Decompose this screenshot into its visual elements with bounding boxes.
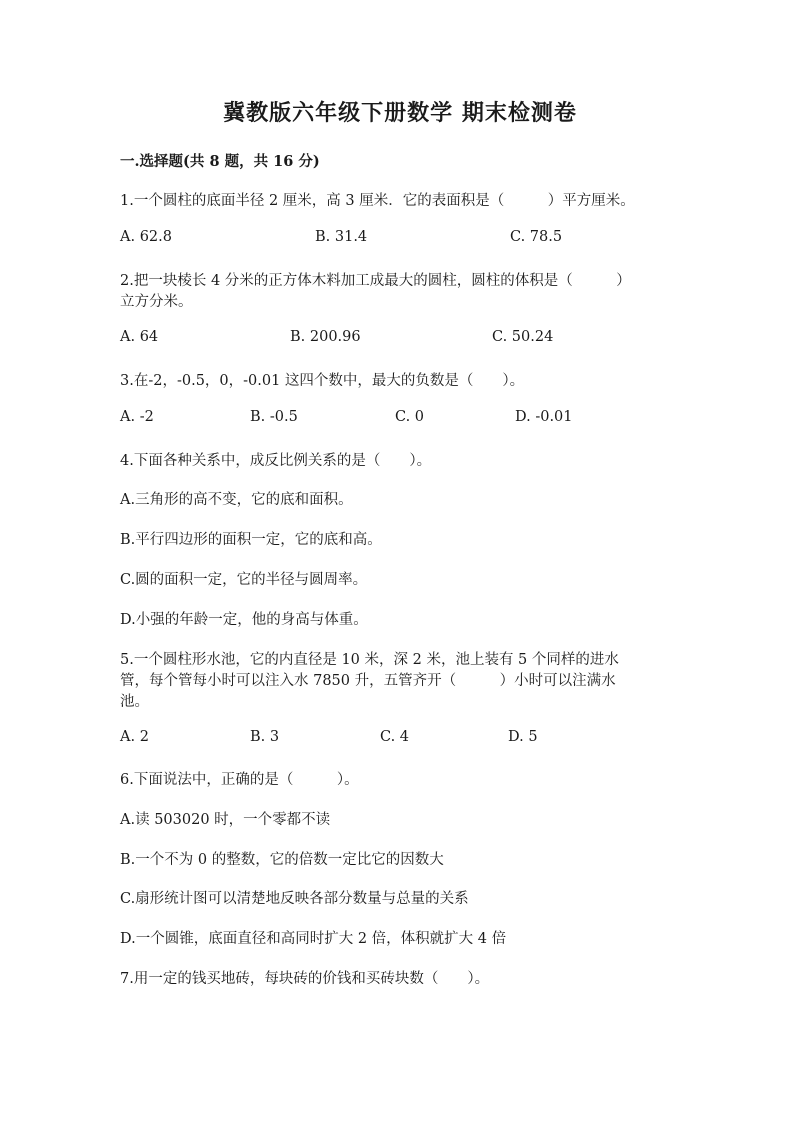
question-2-option-c: C. 50.24: [492, 329, 554, 345]
question-3-text: 3.在-2，-0.5，0，-0.01 这四个数中，最大的负数是（ ）。: [120, 373, 525, 389]
question-4-option-a: A.三角形的高不变，它的底和面积。: [120, 492, 353, 508]
question-5-option-d: D. 5: [508, 729, 538, 745]
question-5-option-c: C. 4: [380, 729, 410, 745]
question-6-option-d: D.一个圆锥，底面直径和高同时扩大 2 倍，体积就扩大 4 倍: [120, 931, 507, 947]
question-2-text: 2.把一块棱长 4 分米的正方体木料加工成最大的圆柱，圆柱的体积是（ ）: [120, 273, 631, 289]
question-6-option-b: B.一个不为 0 的整数，它的倍数一定比它的因数大: [120, 852, 444, 868]
question-2-option-a: A. 64: [120, 329, 159, 345]
question-6-option-a: A.读 503020 时，一个零都不读: [120, 812, 331, 828]
page-title: 冀教版六年级下册数学 期末检测卷: [223, 100, 577, 126]
question-2-option-b: B. 200.96: [290, 329, 361, 345]
section-heading: 一.选择题(共 8 题，共 16 分): [120, 153, 320, 170]
question-6-option-c: C.扇形统计图可以清楚地反映各部分数量与总量的关系: [120, 891, 469, 907]
question-5-text-cont-2: 池。: [120, 694, 149, 710]
question-1-option-a: A. 62.8: [120, 229, 172, 245]
question-5-option-b: B. 3: [250, 729, 280, 745]
question-3-option-d: D. -0.01: [515, 409, 573, 425]
question-7-text: 7.用一定的钱买地砖，每块砖的价钱和买砖块数（ ）。: [120, 971, 490, 987]
question-4-option-d: D.小强的年龄一定，他的身高与体重。: [120, 612, 368, 628]
question-5-option-a: A. 2: [120, 729, 149, 745]
question-3-option-b: B. -0.5: [250, 409, 298, 425]
question-3-option-a: A. -2: [120, 409, 154, 425]
question-4-text: 4.下面各种关系中，成反比例关系的是（ ）。: [120, 453, 432, 469]
question-4-option-b: B.平行四边形的面积一定，它的底和高。: [120, 532, 382, 548]
question-1-option-c: C. 78.5: [510, 229, 563, 245]
question-1-text: 1.一个圆柱的底面半径 2 厘米，高 3 厘米．它的表面积是（ ）平方厘米。: [120, 193, 635, 209]
question-6-text: 6.下面说法中，正确的是（ ）。: [120, 772, 359, 788]
question-3-option-c: C. 0: [395, 409, 425, 425]
question-1-option-b: B. 31.4: [315, 229, 368, 245]
question-5-text-cont-1: 管，每个管每小时可以注入水 7850 升，五管齐开（ ）小时可以注满水: [120, 673, 616, 689]
question-2-text-cont: 立方分米。: [120, 294, 193, 310]
question-4-option-c: C.圆的面积一定，它的半径与圆周率。: [120, 572, 368, 588]
question-5-text: 5.一个圆柱形水池，它的内直径是 10 米，深 2 米，池上装有 5 个同样的进水: [120, 652, 619, 668]
